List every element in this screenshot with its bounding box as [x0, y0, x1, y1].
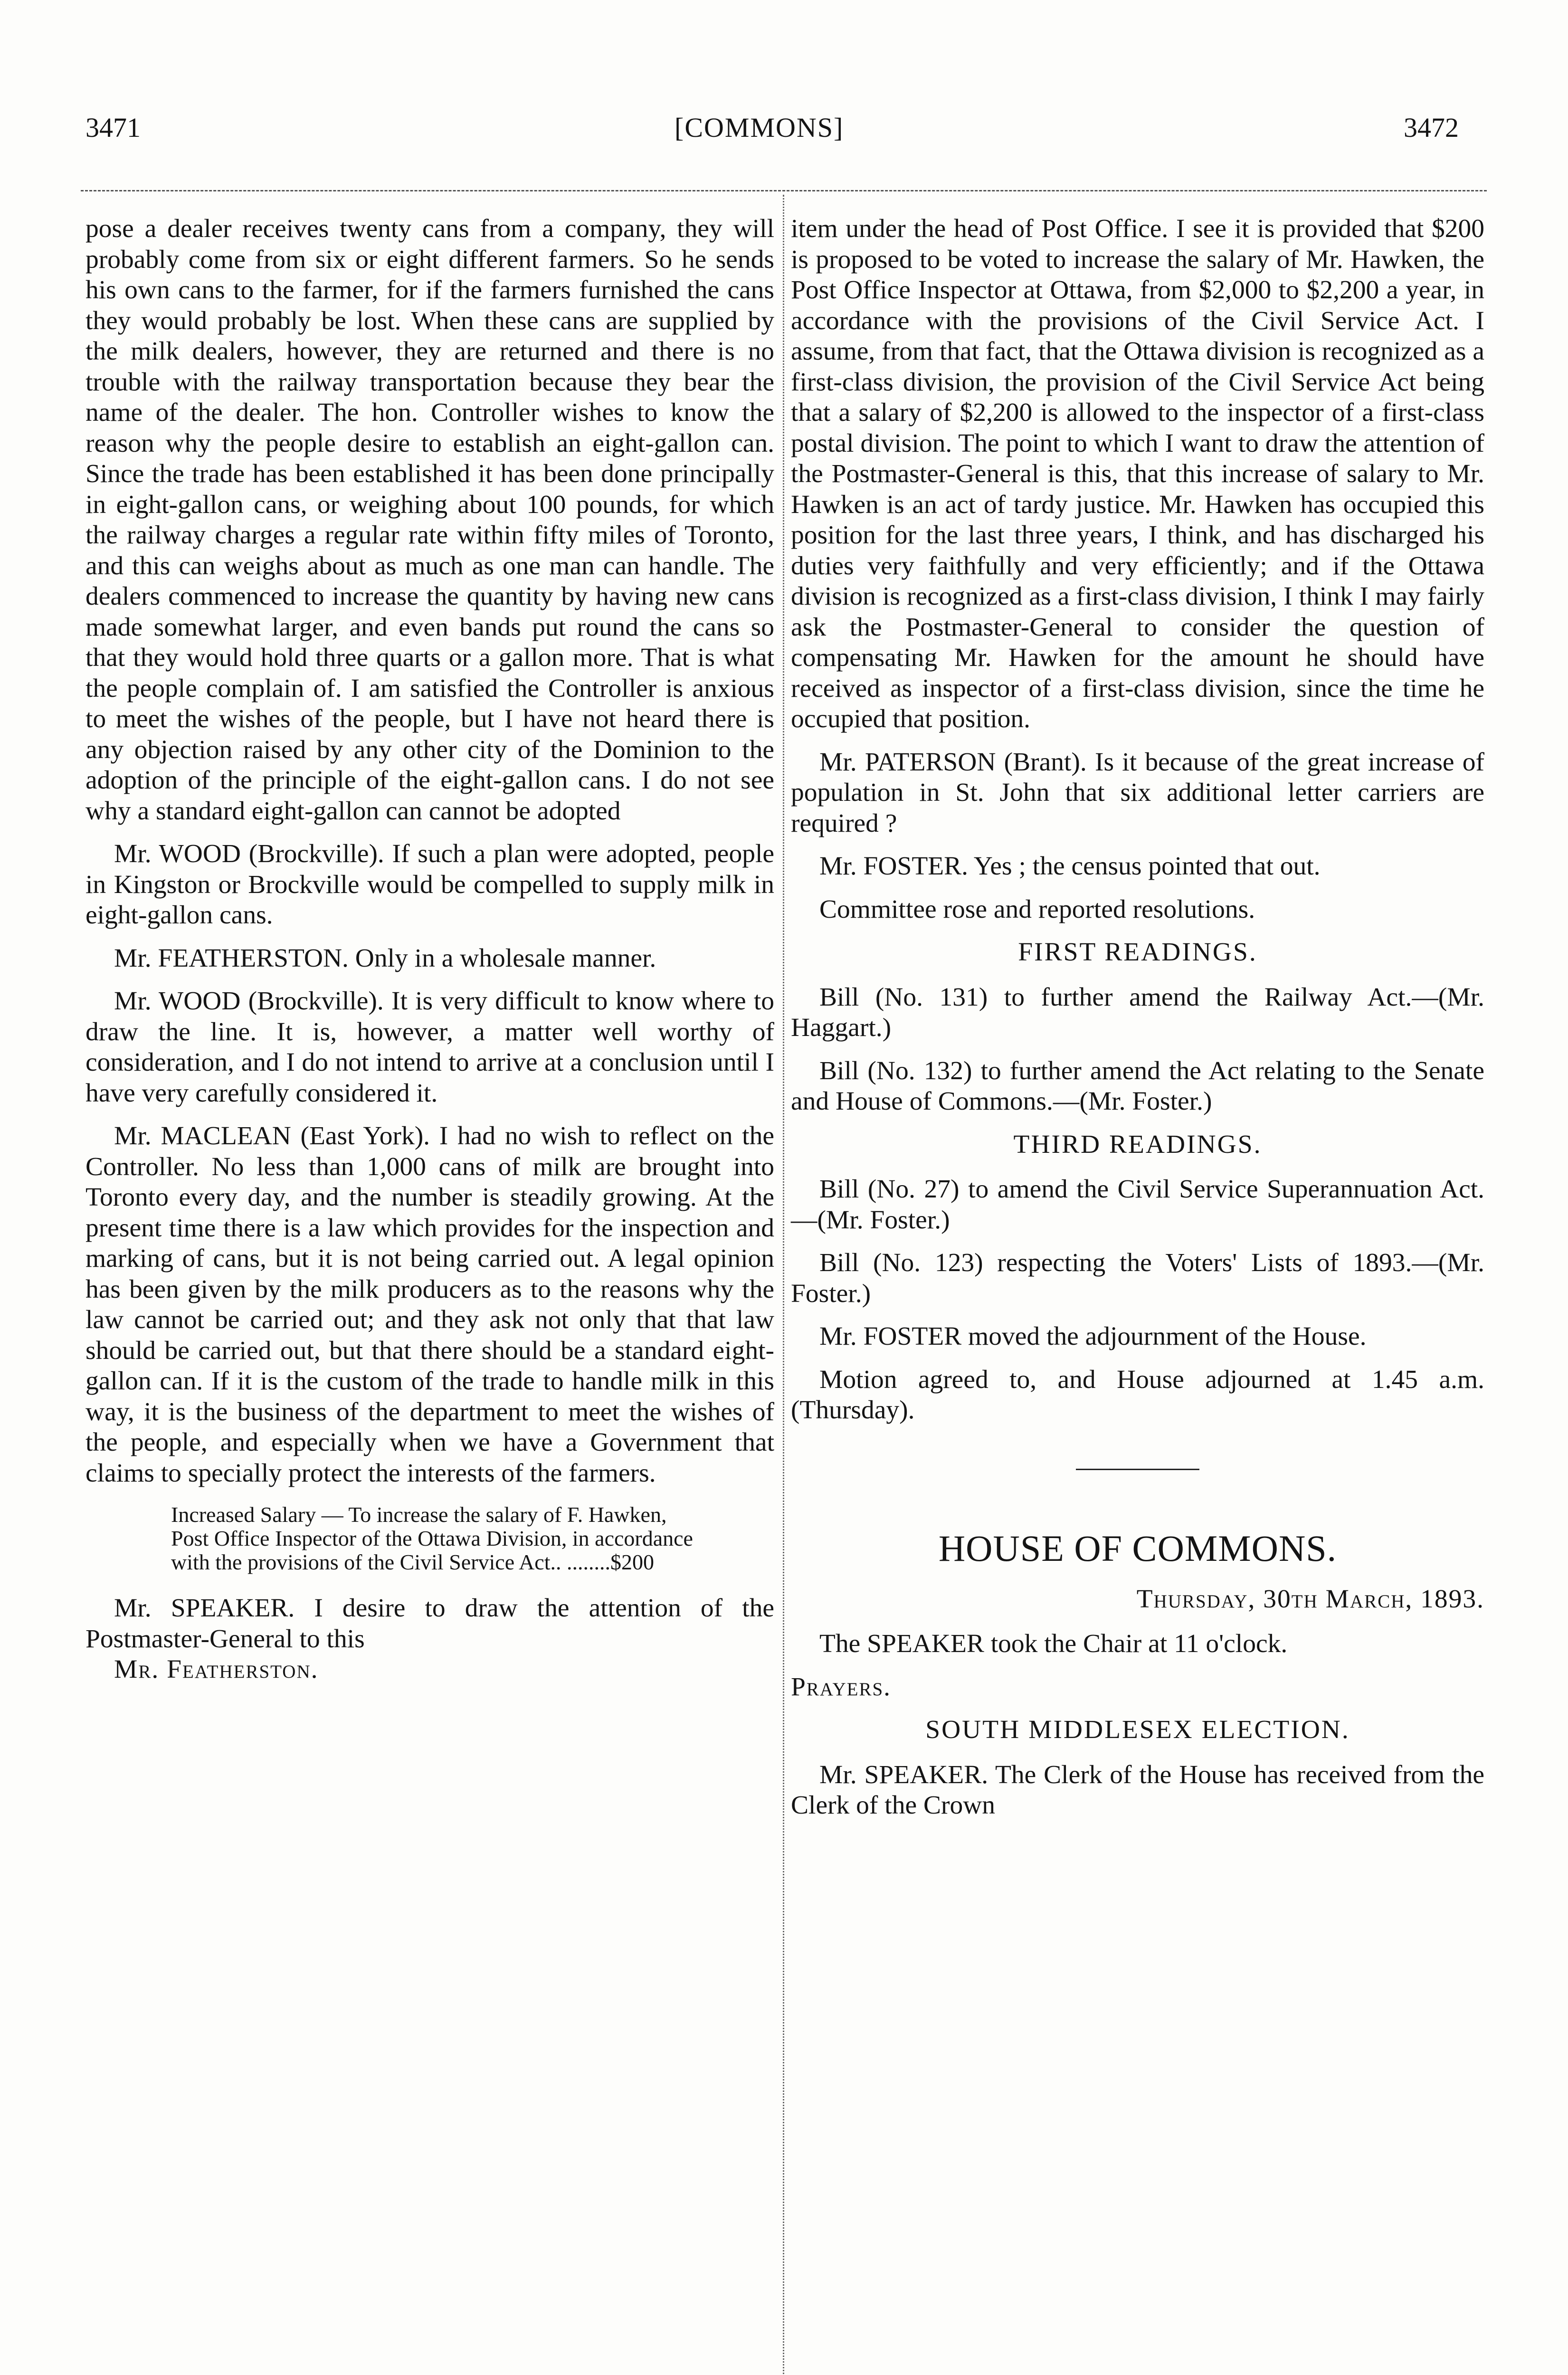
page-number-right: 3472 [1404, 112, 1459, 143]
page-header [0, 112, 1568, 154]
dateline: Thursday, 30th March, 1893. [1136, 1584, 1484, 1614]
left-paragraph-3: Mr. FEATHERSTON. Only in a wholesale manner. [114, 943, 656, 973]
right-paragraph-3: Mr. FOSTER. Yes ; the census pointed that out. [819, 852, 1321, 881]
salary-motion: Increased Salary — To increase the salary of F. Hawken, Post Office Inspector of the Ottawa Division, in accordance with the provisions of the Civil Service Act.. ........$200 [171, 1502, 693, 1574]
right-paragraph-8: Bill (No. 123) respecting the Voters' Lists of 1893.—(Mr. Foster.) [791, 1248, 1484, 1308]
prayers-label: Prayers. [791, 1672, 892, 1701]
right-paragraph-5: Bill (No. 131) to further amend the Railway Act.—(Mr. Haggart.) [791, 982, 1484, 1042]
right-column [791, 214, 1484, 1834]
left-paragraph-4: Mr. WOOD (Brockville). It is very difficult to know where to draw the line. It is, however, a matter well worthy of consideration, and I do not intend to arrive at a conclusion until I have very carefully considered it. [86, 987, 774, 1108]
right-paragraph-2: Mr. PATERSON (Brant). Is it because of the great increase of population in St. John that six additional letter carriers are required ? [791, 747, 1484, 838]
speaker-remark: Mr. SPEAKER. I desire to draw the attention of the Postmaster-General to this [86, 1594, 774, 1653]
right-paragraph-12: Mr. SPEAKER. The Clerk of the House has received from the Clerk of the Crown [791, 1760, 1484, 1820]
running-title: [COMMONS] [675, 112, 844, 143]
column-divider [783, 195, 784, 2375]
left-paragraph-2: Mr. WOOD (Brockville). If such a plan were adopted, people in Kingston or Brockville would be compelled to supply milk in eight-gallon cans. [86, 839, 774, 930]
left-paragraph-6 [86, 1593, 774, 1654]
heading-south-middlesex-election: SOUTH MIDDLESEX ELECTION. [925, 1715, 1350, 1744]
section-rule [1076, 1469, 1199, 1470]
right-paragraph-6: Bill (No. 132) to further amend the Act relating to the Senate and House of Commons.—(Mr. Foster.) [791, 1056, 1484, 1116]
left-column [86, 214, 774, 1698]
heading-third-readings: THIRD READINGS. [1013, 1130, 1262, 1159]
right-paragraph-4: Committee rose and reported resolutions. [819, 894, 1255, 924]
right-paragraph-1: item under the head of Post Office. I see it is provided that $200 is proposed to be voted to increase the salary of Mr. Hawken, the Post Office Inspector at Ottawa, from $2,000 to $2,200 a year, in accordance with the provisions of the Civil Service Act. I assume, from that fact, that the Ottawa division is recognized as a first-class division, the provision of the Civil Service Act being that a salary of $2,200 is allowed to the inspector of a first-class postal division. The point to which I want to draw the attention of the Postmaster-General is this, that this increase of salary to Mr. Hawken is an act of tardy justice. Mr. Hawken has occupied this position for the last three years, I think, and has discharged his duties very faithfully and very efficiently; and if the Ottawa division is recognized as a first-class division, I think I may fairly ask the Postmaster-General to consider the question of compensating Mr. Hawken for the amount he should have received as inspector of a first-class division, since the time he occupied that position. [791, 214, 1484, 733]
right-paragraph-10: Motion agreed to, and House adjourned at 1.45 a.m. (Thursday). [791, 1365, 1484, 1425]
page-number-left: 3471 [86, 112, 141, 143]
right-paragraph-11: The SPEAKER took the Chair at 11 o'clock. [819, 1629, 1288, 1658]
heading-first-readings: FIRST READINGS. [1018, 938, 1257, 967]
right-paragraph-9: Mr. FOSTER moved the adjournment of the House. [819, 1322, 1367, 1351]
right-paragraph-7: Bill (No. 27) to amend the Civil Service Superannuation Act.—(Mr. Foster.) [791, 1175, 1484, 1235]
footer-signature: Mr. Featherston. [114, 1655, 319, 1684]
header-rule [81, 190, 1487, 191]
left-paragraph-1: pose a dealer receives twenty cans from a company, they will probably come from six or eight different farmers. So he sends his own cans to the farmer, for if the farmers furnished the cans they would probably be lost. When these cans are supplied by the milk dealers, however, they are returned and there is no trouble with the railway transportation because they bear the name of the dealer. The hon. Controller wishes to know the reason why the people desire to establish an eight-gallon can. Since the trade has been established it has been done principally in eight-gallon cans, or weighing about 100 pounds, for which the railway charges a regular rate within fifty miles of Toronto, and this can weighs about as much as one man can handle. The dealers commenced to increase the quantity by having new cans made somewhat larger, and even bands put round the cans so that they would hold three quarts or a gallon more. That is what the people complain of. I am satisfied the Controller is anxious to meet the wishes of the people, but I have not heard there is any objection raised by any other city of the Dominion to the adoption of the principle of the eight-gallon cans. I do not see why a standard eight-gallon can cannot be adopted [86, 214, 774, 826]
left-paragraph-5: Mr. MACLEAN (East York). I had no wish to reflect on the Controller. No less than 1,000 cans of milk are brought into Toronto every day, and the number is steadily growing. At the present time there is a law which provides for the inspection and marking of cans, but it is not being carried out. A legal opinion has been given by the milk producers as to the reasons why the law cannot be carried out; and they ask not only that that law should be carried out, but that there should be a standard eight-gallon can. If it is the custom of the trade to handle milk in this way, it is the business of the department to meet the wishes of the people, and especially when we have a Government that claims to specially protect the interests of the farmers. [86, 1121, 774, 1488]
house-of-commons-heading: HOUSE OF COMMONS. [938, 1527, 1337, 1569]
